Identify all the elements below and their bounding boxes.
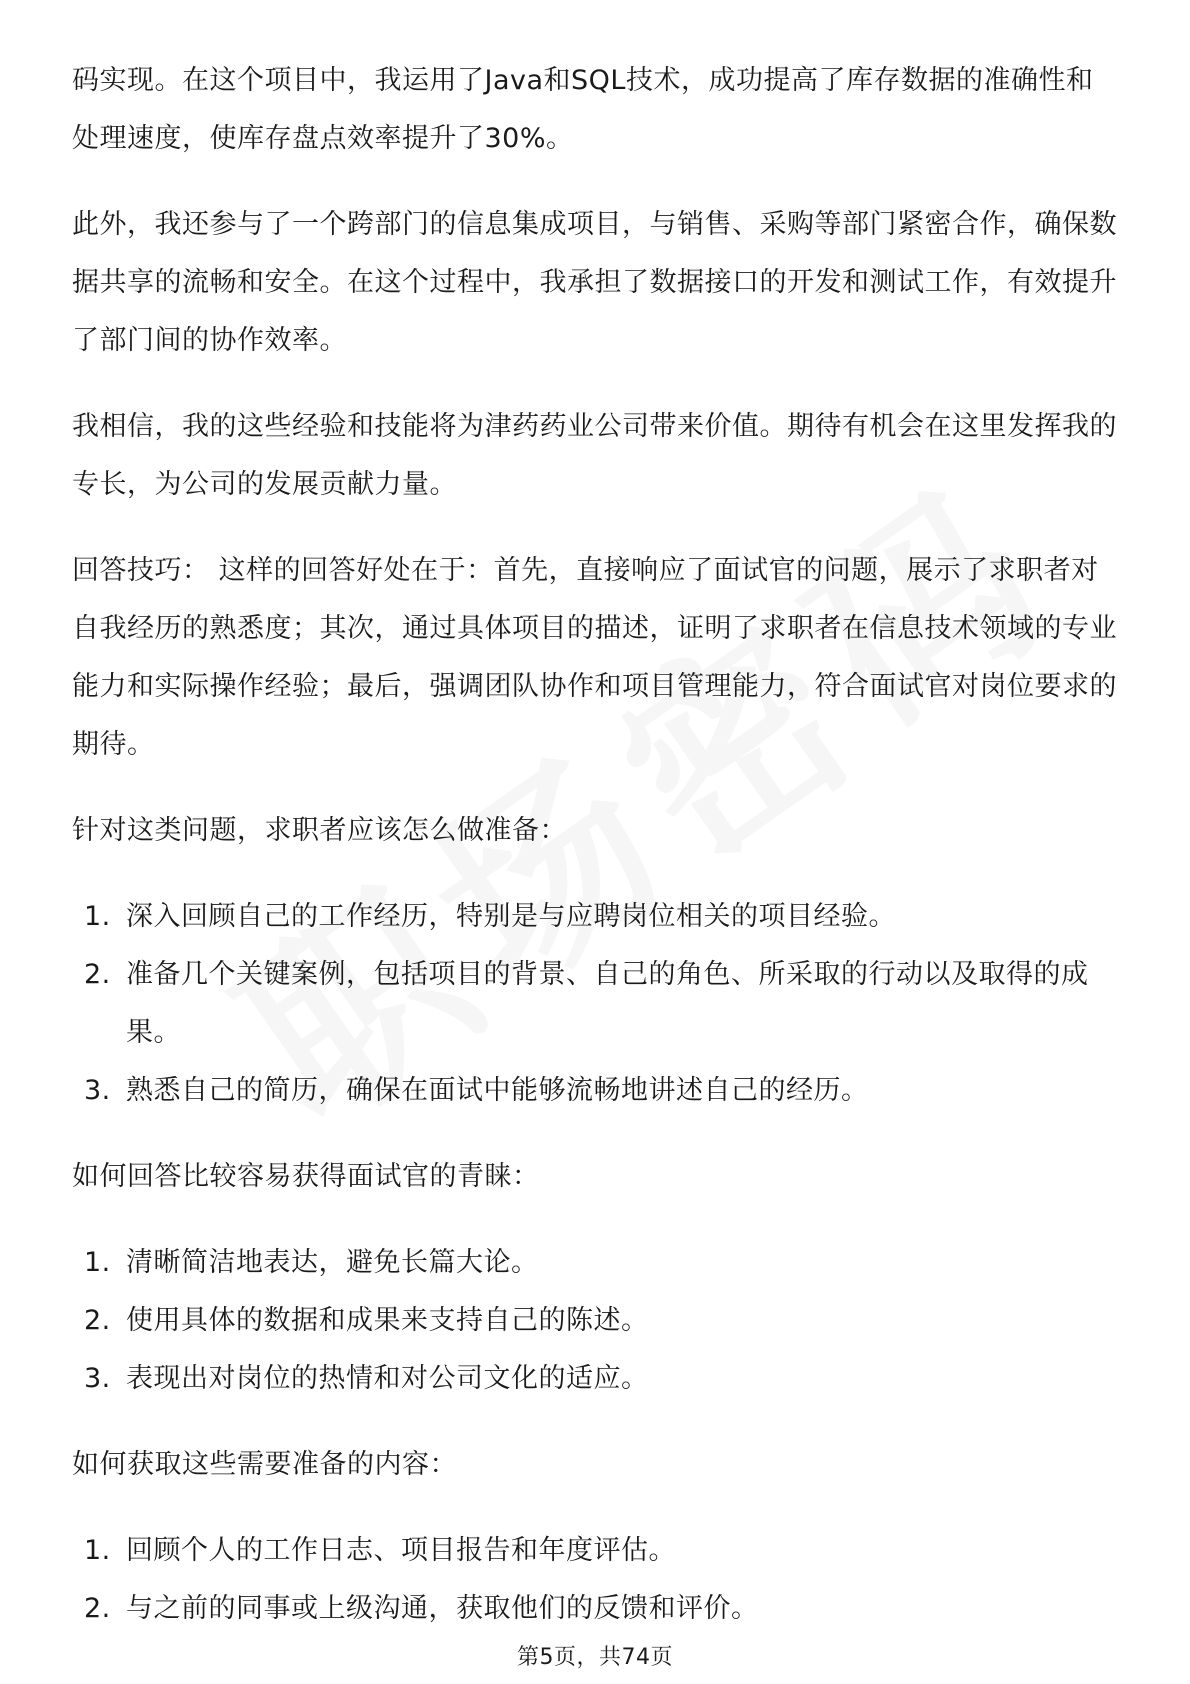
list-item	[72, 888, 1118, 946]
list-item-text: 准备几个关键案例，包括项目的背景、自己的角色、所采取的行动以及取得的成果。	[126, 959, 1089, 1048]
page-number: 第5页，共74页	[517, 1645, 673, 1670]
list-item-text: 清晰简洁地表达，避免长篇大论。	[126, 1247, 539, 1278]
list-item	[72, 1062, 1118, 1120]
paragraph-answer-tips: 回答技巧： 这样的回答好处在于：首先，直接响应了面试官的问题，展示了求职者对自我经历的熟悉度；其次，通过具体项目的描述，证明了求职者在信息技术领域的专业能力和实际操作经验；最后，强调团队协作和项目管理能力，符合面试官对岗位要求的期待。	[72, 555, 1117, 760]
section-heading-sources: 如何获取这些需要准备的内容：	[72, 1449, 457, 1480]
list-item-text: 熟悉自己的简历，确保在面试中能够流畅地讲述自己的经历。	[126, 1075, 869, 1106]
paragraph-cross-department: 此外，我还参与了一个跨部门的信息集成项目，与销售、采购等部门紧密合作，确保数据共享的流畅和安全。在这个过程中，我承担了数据接口的开发和测试工作，有效提升了部门间的协作效率。	[72, 209, 1117, 356]
list-number: 3.	[84, 1075, 111, 1106]
list-item	[72, 1580, 1118, 1638]
list-number: 2.	[84, 1593, 111, 1624]
list-item-text: 深入回顾自己的工作经历，特别是与应聘岗位相关的项目经验。	[126, 901, 896, 932]
list-item	[72, 946, 1118, 1062]
favor-list	[72, 1234, 1118, 1408]
list-item-text: 使用具体的数据和成果来支持自己的陈述。	[126, 1305, 649, 1336]
list-item	[72, 1350, 1118, 1408]
paragraph-project-result: 码实现。在这个项目中，我运用了Java和SQL技术，成功提高了库存数据的准确性和处理速度，使库存盘点效率提升了30%。	[72, 65, 1094, 154]
list-item-text: 回顾个人的工作日志、项目报告和年度评估。	[126, 1535, 676, 1566]
list-number: 2.	[84, 959, 111, 990]
list-number: 1.	[84, 1535, 111, 1566]
list-item	[72, 1522, 1118, 1580]
list-item-text: 与之前的同事或上级沟通，获取他们的反馈和评价。	[126, 1593, 759, 1624]
list-item-text: 表现出对岗位的热情和对公司文化的适应。	[126, 1363, 649, 1394]
sources-list	[72, 1522, 1118, 1638]
list-number: 2.	[84, 1305, 111, 1336]
paragraph-closing: 我相信，我的这些经验和技能将为津药药业公司带来价值。期待有机会在这里发挥我的专长，为公司的发展贡献力量。	[72, 411, 1117, 500]
section-heading-favor: 如何回答比较容易获得面试官的青睐：	[72, 1161, 540, 1192]
list-item	[72, 1234, 1118, 1292]
section-heading-preparation: 针对这类问题，求职者应该怎么做准备：	[72, 815, 567, 846]
preparation-list	[72, 888, 1118, 1120]
list-number: 1.	[84, 901, 111, 932]
list-item	[72, 1292, 1118, 1350]
list-number: 3.	[84, 1363, 111, 1394]
document-body	[72, 52, 1118, 1666]
list-number: 1.	[84, 1247, 111, 1278]
